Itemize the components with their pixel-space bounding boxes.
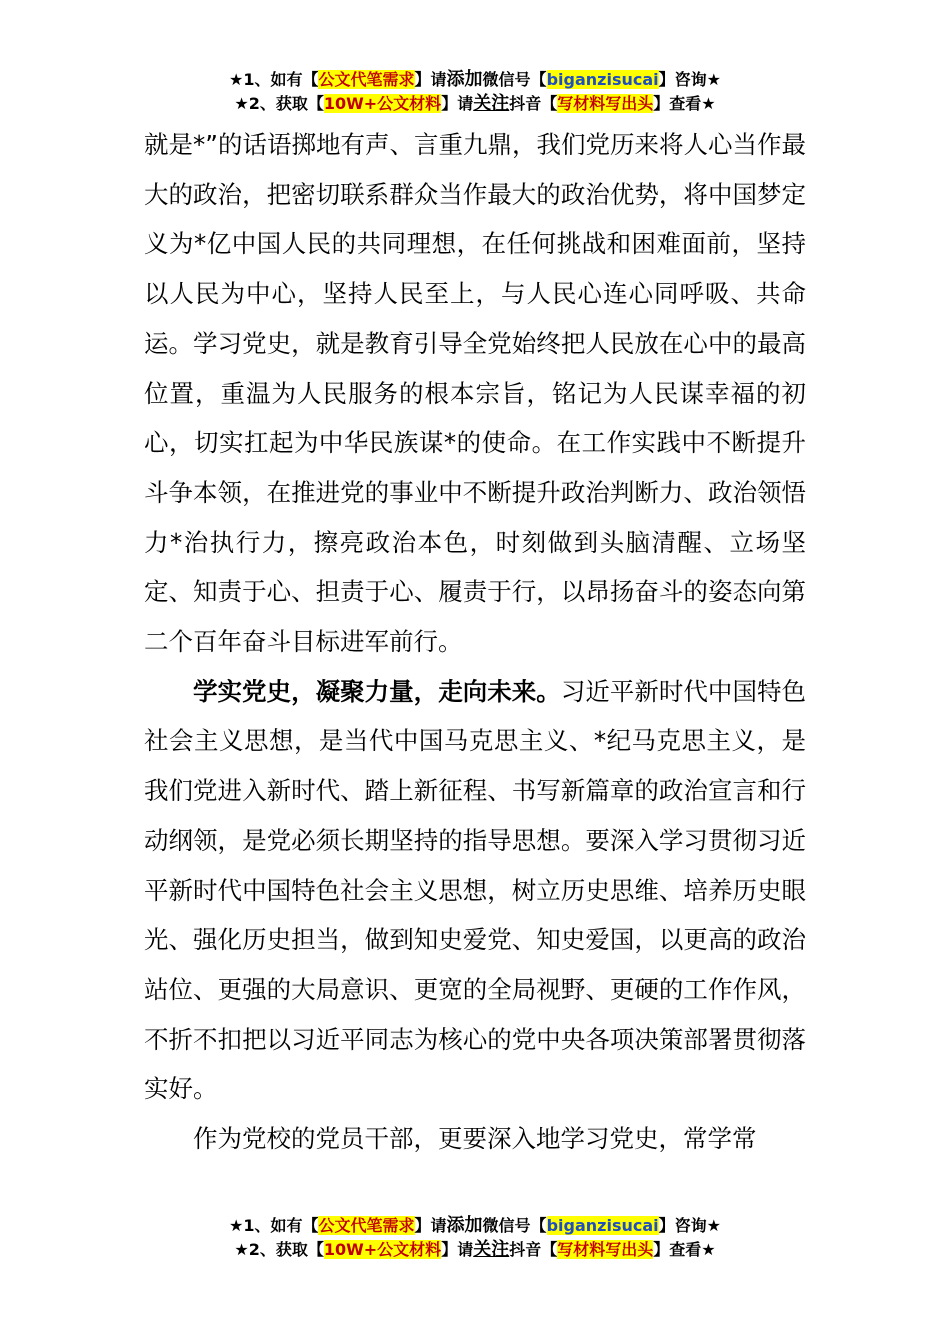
bracket: 【: [302, 1216, 319, 1235]
bracket: 】: [658, 70, 675, 89]
bracket: 【: [307, 1240, 324, 1259]
bracket: 】: [658, 1216, 675, 1235]
promo-prefix: ★2、获取: [234, 1240, 308, 1259]
paragraph-2: [144, 667, 806, 1114]
promo-highlight-materials: 10W+公文材料: [323, 94, 442, 113]
promo-text-emphasis: 添加: [446, 69, 483, 90]
promo-text-emphasis: 添加: [446, 1215, 483, 1236]
bracket: 】: [441, 94, 458, 113]
promo-highlight-account: 写材料写出头: [557, 1240, 654, 1259]
promo-text: 请: [457, 1240, 474, 1259]
promo-text-emphasis: 关注: [473, 1239, 510, 1260]
promo-highlight-wechat: biganzisucai: [546, 70, 659, 89]
promo-highlight-service: 公文代笔需求: [318, 1216, 415, 1235]
promo-text: 请: [430, 1216, 447, 1235]
promo-line-2: [0, 92, 950, 116]
paragraph-2-text: 习近平新时代中国特色社会主义思想，是当代中国马克思主义、*纪马克思主义，是我们党进入新时代、踏上新征程、书写新篇章的政治宣言和行动纲领，是党必须长期坚持的指导思想。要深入学习贯彻习近平新时代中国特色社会主义思想，树立历史思维、培养历史眼光、强化历史担当，做到知史爱党、知史爱国，以更高的政治站位、更强的大局意识、更宽的全局视野、更硬的工作作风，不折不扣把以习近平同志为核心的党中央各项决策部署贯彻落实好。: [144, 676, 806, 1104]
document-body: [144, 120, 806, 1164]
promo-banner-top: [0, 68, 950, 116]
promo-banner-bottom: [0, 1214, 950, 1262]
promo-text: 抖音: [509, 1240, 542, 1259]
promo-text: 抖音: [509, 94, 542, 113]
promo-line-1: [0, 68, 950, 92]
promo-highlight-wechat: biganzisucai: [546, 1216, 659, 1235]
promo-line-2: [0, 1238, 950, 1262]
promo-suffix: 查看★: [669, 1240, 716, 1259]
bracket: 】: [441, 1240, 458, 1259]
promo-highlight-account: 写材料写出头: [557, 94, 654, 113]
paragraph-3: 作为党校的党员干部，更要深入地学习党史，常学常: [193, 1124, 757, 1154]
promo-prefix: ★1、如有: [228, 1216, 303, 1235]
promo-highlight-materials: 10W+公文材料: [323, 1240, 442, 1259]
bracket: 】: [653, 94, 670, 113]
promo-suffix: 查看★: [669, 94, 716, 113]
bracket: 【: [530, 70, 547, 89]
paragraph-2-lead: 学实党史，凝聚力量，走向未来。: [193, 676, 561, 706]
bracket: 】: [414, 70, 431, 89]
promo-text: 请: [430, 70, 447, 89]
bracket: 】: [414, 1216, 431, 1235]
promo-highlight-service: 公文代笔需求: [318, 70, 415, 89]
bracket: 【: [541, 1240, 558, 1259]
bracket: 【: [307, 94, 324, 113]
bracket: 【: [541, 94, 558, 113]
paragraph-1: 就是*”的话语掷地有声、言重九鼎，我们党历来将人心当作最大的政治，把密切联系群众当作最大的政治优势，将中国梦定义为*亿中国人民的共同理想，在任何挑战和困难面前，坚持以人民为中心，坚持人民至上，与人民心连心同呼吸、共命运。学习党史，就是教育引导全党始终把人民放在心中的最高位置，重温为人民服务的根本宗旨，铭记为人民谋幸福的初心，切实扛起为中华民族谋*的使命。在工作实践中不断提升斗争本领，在推进党的事业中不断提升政治判断力、政治领悟力*治执行力，擦亮政治本色，时刻做到头脑清醒、立场坚定、知责于心、担责于心、履责于行，以昂扬奋斗的姿态向第二个百年奋斗目标进军前行。: [144, 130, 806, 657]
promo-text: 微信号: [482, 1216, 531, 1235]
bracket: 【: [302, 70, 319, 89]
promo-suffix: 咨询★: [674, 70, 721, 89]
bracket: 】: [653, 1240, 670, 1259]
promo-line-1: [0, 1214, 950, 1238]
promo-prefix: ★1、如有: [228, 70, 303, 89]
bracket: 【: [530, 1216, 547, 1235]
promo-text: 微信号: [482, 70, 531, 89]
promo-text: 请: [457, 94, 474, 113]
promo-suffix: 咨询★: [674, 1216, 721, 1235]
promo-text-emphasis: 关注: [473, 93, 510, 114]
promo-prefix: ★2、获取: [234, 94, 308, 113]
